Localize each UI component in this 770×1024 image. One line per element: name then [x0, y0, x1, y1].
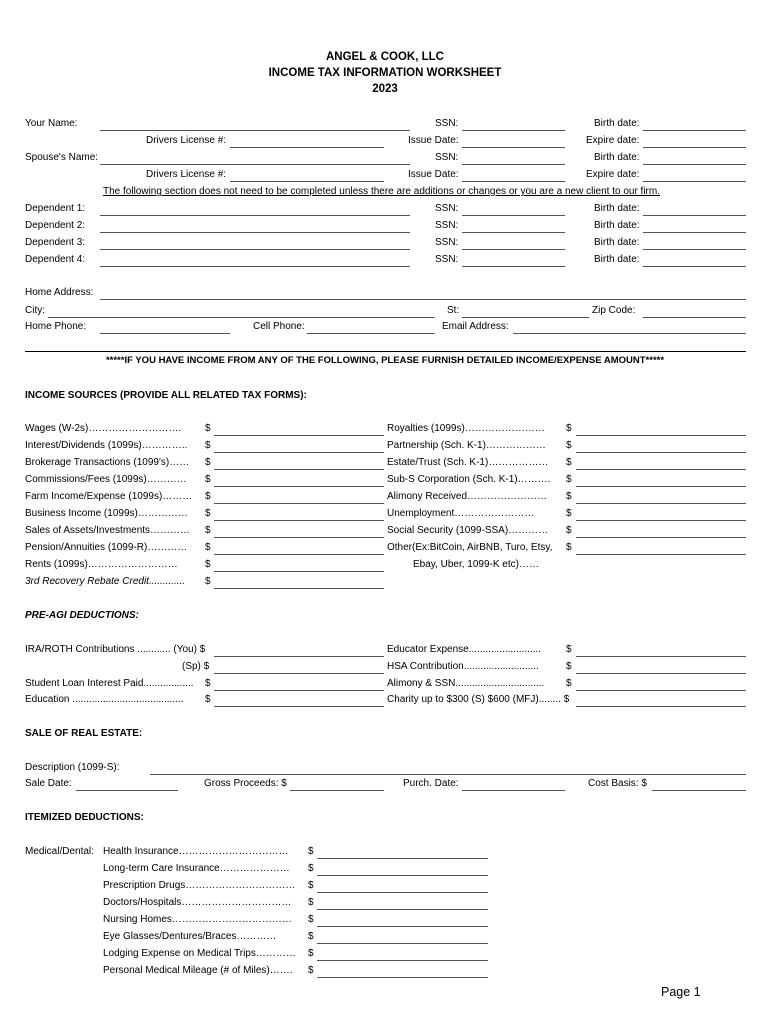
income-left-amount[interactable] — [214, 554, 384, 555]
income-right-amount[interactable] — [576, 503, 746, 504]
dependent-1-ssn-label: SSN: — [435, 203, 459, 214]
drivers-license-field[interactable] — [230, 147, 384, 148]
income-left-amount[interactable] — [214, 486, 384, 487]
income-right-item: Alimony Received…………………… — [387, 491, 548, 502]
spouse-name-field[interactable] — [100, 164, 410, 165]
medical-item: Personal Medical Mileage (# of Miles)……. — [103, 965, 293, 976]
sale-date-field[interactable] — [76, 790, 178, 791]
income-right-amount[interactable] — [576, 469, 746, 470]
dollar-sign: $ — [308, 965, 314, 976]
ira-spouse-amount[interactable] — [214, 673, 384, 674]
spouse-birth-date-field[interactable] — [643, 164, 746, 165]
income-left-amount[interactable] — [214, 452, 384, 453]
dollar-sign: $ — [205, 542, 211, 553]
cost-basis-label: Cost Basis: $ — [588, 778, 647, 789]
hsa-amount[interactable] — [576, 673, 746, 674]
drivers-license-label: Drivers License #: — [146, 135, 227, 146]
educator-expense-amount[interactable] — [576, 656, 746, 657]
income-left-amount[interactable] — [214, 588, 384, 589]
dollar-sign: $ — [566, 491, 572, 502]
expire-date-field[interactable] — [643, 147, 746, 148]
itemized-heading: ITEMIZED DEDUCTIONS: — [25, 812, 144, 823]
student-loan-label: Student Loan Interest Paid.................. — [25, 678, 194, 689]
dependent-3-label: Dependent 3: — [25, 237, 86, 248]
medical-item: Prescription Drugs…………………………… — [103, 880, 296, 891]
dependent-2-label: Dependent 2: — [25, 220, 86, 231]
purchase-date-label: Purch. Date: — [403, 778, 459, 789]
dependent-1-ssn-field[interactable] — [462, 215, 565, 216]
zip-field[interactable] — [643, 317, 746, 318]
income-left-amount[interactable] — [214, 520, 384, 521]
dollar-sign: $ — [205, 576, 211, 587]
dependent-1-field[interactable] — [100, 215, 410, 216]
income-left-amount[interactable] — [214, 469, 384, 470]
dependent-2-ssn-field[interactable] — [462, 232, 565, 233]
income-left-item: Wages (W-2s)………………………. — [25, 423, 182, 434]
dollar-sign: $ — [566, 474, 572, 485]
medical-amount[interactable] — [317, 926, 488, 927]
tax-year: 2023 — [372, 83, 398, 95]
description-field[interactable] — [150, 774, 746, 775]
gross-proceeds-field[interactable] — [290, 790, 384, 791]
your-name-label: Your Name: — [25, 118, 78, 129]
dollar-sign: $ — [566, 644, 572, 655]
income-left-item: Business Income (1099s)…………… — [25, 508, 188, 519]
medical-amount[interactable] — [317, 909, 488, 910]
income-left-amount[interactable] — [214, 503, 384, 504]
income-right-item: Sub-S Corporation (Sch. K-1)………. — [387, 474, 551, 485]
income-right-amount[interactable] — [576, 486, 746, 487]
spouse-drivers-license-field[interactable] — [230, 181, 384, 182]
income-banner: *****IF YOU HAVE INCOME FROM ANY OF THE FOLLOWING, PLEASE FURNISH DETAILED INCOME/EXPENSE AMOUNT***** — [105, 355, 665, 366]
dependent-4-ssn-label: SSN: — [435, 254, 459, 265]
income-left-amount[interactable] — [214, 537, 384, 538]
preagi-heading: PRE-AGI DEDUCTIONS: — [25, 610, 139, 621]
dollar-sign: $ — [308, 948, 314, 959]
dollar-sign: $ — [566, 661, 572, 672]
state-field[interactable] — [462, 317, 589, 318]
dependent-3-field[interactable] — [100, 249, 410, 250]
dollar-sign: $ — [566, 457, 572, 468]
dollar-sign: $ — [308, 846, 314, 857]
income-right-amount[interactable] — [576, 520, 746, 521]
income-right-amount[interactable] — [576, 452, 746, 453]
medical-item: Nursing Homes……………………………… — [103, 914, 292, 925]
dollar-sign: $ — [566, 423, 572, 434]
dependent-3-birth-label: Birth date: — [594, 237, 640, 248]
page-number: Page 1 — [661, 985, 701, 999]
home-phone-field[interactable] — [100, 333, 230, 334]
dependent-1-birth-field[interactable] — [643, 215, 746, 216]
charity-amount[interactable] — [576, 706, 746, 707]
dollar-sign: $ — [566, 508, 572, 519]
dollar-sign: $ — [205, 474, 211, 485]
dependent-3-ssn-field[interactable] — [462, 249, 565, 250]
income-left-item: Interest/Dividends (1099s)………….. — [25, 440, 188, 451]
income-right-amount[interactable] — [576, 537, 746, 538]
email-field[interactable] — [513, 333, 746, 334]
real-estate-heading: SALE OF REAL ESTATE: — [25, 728, 143, 739]
description-label: Description (1099-S): — [25, 762, 120, 773]
ssn-field[interactable] — [462, 130, 565, 131]
birth-date-label: Birth date: — [594, 118, 640, 129]
dollar-sign: $ — [205, 457, 211, 468]
dependent-2-ssn-label: SSN: — [435, 220, 459, 231]
state-label: St: — [447, 305, 460, 316]
medical-amount[interactable] — [317, 943, 488, 944]
medical-amount[interactable] — [317, 892, 488, 893]
educator-expense-label: Educator Expense.......................... — [387, 644, 541, 655]
dollar-sign: $ — [205, 559, 211, 570]
income-left-amount[interactable] — [214, 571, 384, 572]
income-heading: INCOME SOURCES (PROVIDE ALL RELATED TAX FORMS): — [25, 390, 307, 401]
dependent-1-label: Dependent 1: — [25, 203, 86, 214]
income-right-item: Unemployment…………………… — [387, 508, 535, 519]
alimony-ssn-label: Alimony & SSN................................ — [387, 678, 545, 689]
spouse-issue-date-field[interactable] — [462, 181, 565, 182]
education-amount[interactable] — [214, 706, 384, 707]
income-left-item: 3rd Recovery Rebate Credit............. — [25, 576, 186, 587]
dependent-2-field[interactable] — [100, 232, 410, 233]
ira-you-label: IRA/ROTH Contributions ............ (You) $ — [25, 644, 206, 655]
new-client-notice: The following section does not need to be completed unless there are additions or changes or you are a new client to our firm. — [103, 186, 660, 197]
dependent-4-label: Dependent 4: — [25, 254, 86, 265]
ira-you-amount[interactable] — [214, 656, 384, 657]
dollar-sign: $ — [566, 542, 572, 553]
income-right-item-cont: Ebay, Uber, 1099-K etc)…… — [413, 559, 539, 570]
dollar-sign: $ — [205, 508, 211, 519]
income-right-item: Partnership (Sch. K-1)……………… — [387, 440, 546, 451]
ira-spouse-label: (Sp) $ — [182, 661, 210, 672]
email-label: Email Address: — [442, 321, 509, 332]
spouse-expire-date-field[interactable] — [643, 181, 746, 182]
income-left-item: Farm Income/Expense (1099s)……… — [25, 491, 193, 502]
dollar-sign: $ — [308, 897, 314, 908]
income-left-item: Rents (1099s)……………………… — [25, 559, 178, 570]
dependent-1-birth-label: Birth date: — [594, 203, 640, 214]
cell-phone-label: Cell Phone: — [253, 321, 305, 332]
spouse-expire-date-label: Expire date: — [586, 169, 640, 180]
dollar-sign: $ — [205, 423, 211, 434]
income-left-item: Commissions/Fees (1099s)………… — [25, 474, 187, 485]
dollar-sign: $ — [308, 880, 314, 891]
spouse-issue-date-label: Issue Date: — [408, 169, 459, 180]
income-left-item: Sales of Assets/Investments………… — [25, 525, 191, 536]
home-address-label: Home Address: — [25, 287, 94, 298]
purchase-date-field[interactable] — [462, 790, 565, 791]
dependent-3-ssn-label: SSN: — [435, 237, 459, 248]
education-label: Education ........................................ — [25, 694, 184, 705]
charity-label: Charity up to $300 (S) $600 (MFJ)........ $ — [387, 694, 570, 705]
sale-date-label: Sale Date: — [25, 778, 72, 789]
income-right-item: Royalties (1099s)…………………… — [387, 423, 545, 434]
dependent-2-birth-field[interactable] — [643, 232, 746, 233]
cost-basis-field[interactable] — [652, 790, 746, 791]
spouse-name-label: Spouse's Name: — [25, 152, 99, 163]
income-left-item: Pension/Annuities (1099-R)………… — [25, 542, 188, 553]
medical-item: Long-term Care Insurance………………… — [103, 863, 290, 874]
alimony-ssn-amount[interactable] — [576, 690, 746, 691]
dollar-sign: $ — [308, 863, 314, 874]
income-right-item: Other(Ex:BitCoin, AirBNB, Turo, Etsy, — [387, 542, 553, 553]
income-left-amount[interactable] — [214, 435, 384, 436]
medical-amount[interactable] — [317, 875, 488, 876]
medical-amount[interactable] — [317, 858, 488, 859]
dollar-sign: $ — [566, 678, 572, 689]
spouse-birth-date-label: Birth date: — [594, 152, 640, 163]
expire-date-label: Expire date: — [586, 135, 640, 146]
spouse-drivers-license-label: Drivers License #: — [146, 169, 227, 180]
firm-name: ANGEL & COOK, LLC — [326, 51, 444, 63]
income-right-amount[interactable] — [576, 435, 746, 436]
dollar-sign: $ — [566, 525, 572, 536]
dollar-sign: $ — [308, 914, 314, 925]
dollar-sign: $ — [566, 440, 572, 451]
dollar-sign: $ — [205, 491, 211, 502]
dependent-4-birth-label: Birth date: — [594, 254, 640, 265]
dollar-sign: $ — [205, 678, 211, 689]
dollar-sign: $ — [205, 440, 211, 451]
student-loan-amount[interactable] — [214, 690, 384, 691]
hsa-label: HSA Contribution........................... — [387, 661, 539, 672]
gross-proceeds-label: Gross Proceeds: $ — [204, 778, 287, 789]
medical-amount[interactable] — [317, 977, 488, 978]
income-left-item: Brokerage Transactions (1099's)…… — [25, 457, 190, 468]
home-address-field[interactable] — [100, 299, 746, 300]
dependent-4-ssn-field[interactable] — [462, 266, 565, 267]
income-right-amount[interactable] — [576, 554, 746, 555]
birth-date-field[interactable] — [643, 130, 746, 131]
section-divider — [25, 351, 746, 352]
medical-item: Health Insurance…………………………… — [103, 846, 289, 857]
income-right-item: Social Security (1099-SSA)………… — [387, 525, 549, 536]
dependent-3-birth-field[interactable] — [643, 249, 746, 250]
dependent-2-birth-label: Birth date: — [594, 220, 640, 231]
dollar-sign: $ — [205, 525, 211, 536]
spouse-ssn-field[interactable] — [462, 164, 565, 165]
city-label: City: — [25, 305, 45, 316]
your-name-field[interactable] — [100, 130, 410, 131]
cell-phone-field[interactable] — [307, 333, 435, 334]
issue-date-label: Issue Date: — [408, 135, 459, 146]
worksheet-title: INCOME TAX INFORMATION WORKSHEET — [268, 67, 502, 79]
zip-label: Zip Code: — [592, 305, 636, 316]
issue-date-field[interactable] — [462, 147, 565, 148]
medical-item: Eye Glasses/Dentures/Braces………… — [103, 931, 277, 942]
dollar-sign: $ — [205, 694, 211, 705]
medical-item: Lodging Expense on Medical Trips………… — [103, 948, 296, 959]
dollar-sign: $ — [308, 931, 314, 942]
city-field[interactable] — [48, 317, 435, 318]
income-right-item: Estate/Trust (Sch. K-1)……………… — [387, 457, 549, 468]
medical-dental-label: Medical/Dental: — [25, 846, 94, 857]
medical-amount[interactable] — [317, 960, 488, 961]
dependent-4-field[interactable] — [100, 266, 410, 267]
spouse-ssn-label: SSN: — [435, 152, 459, 163]
ssn-label: SSN: — [435, 118, 459, 129]
dependent-4-birth-field[interactable] — [643, 266, 746, 267]
medical-item: Doctors/Hospitals…………………………… — [103, 897, 292, 908]
home-phone-label: Home Phone: — [25, 321, 87, 332]
